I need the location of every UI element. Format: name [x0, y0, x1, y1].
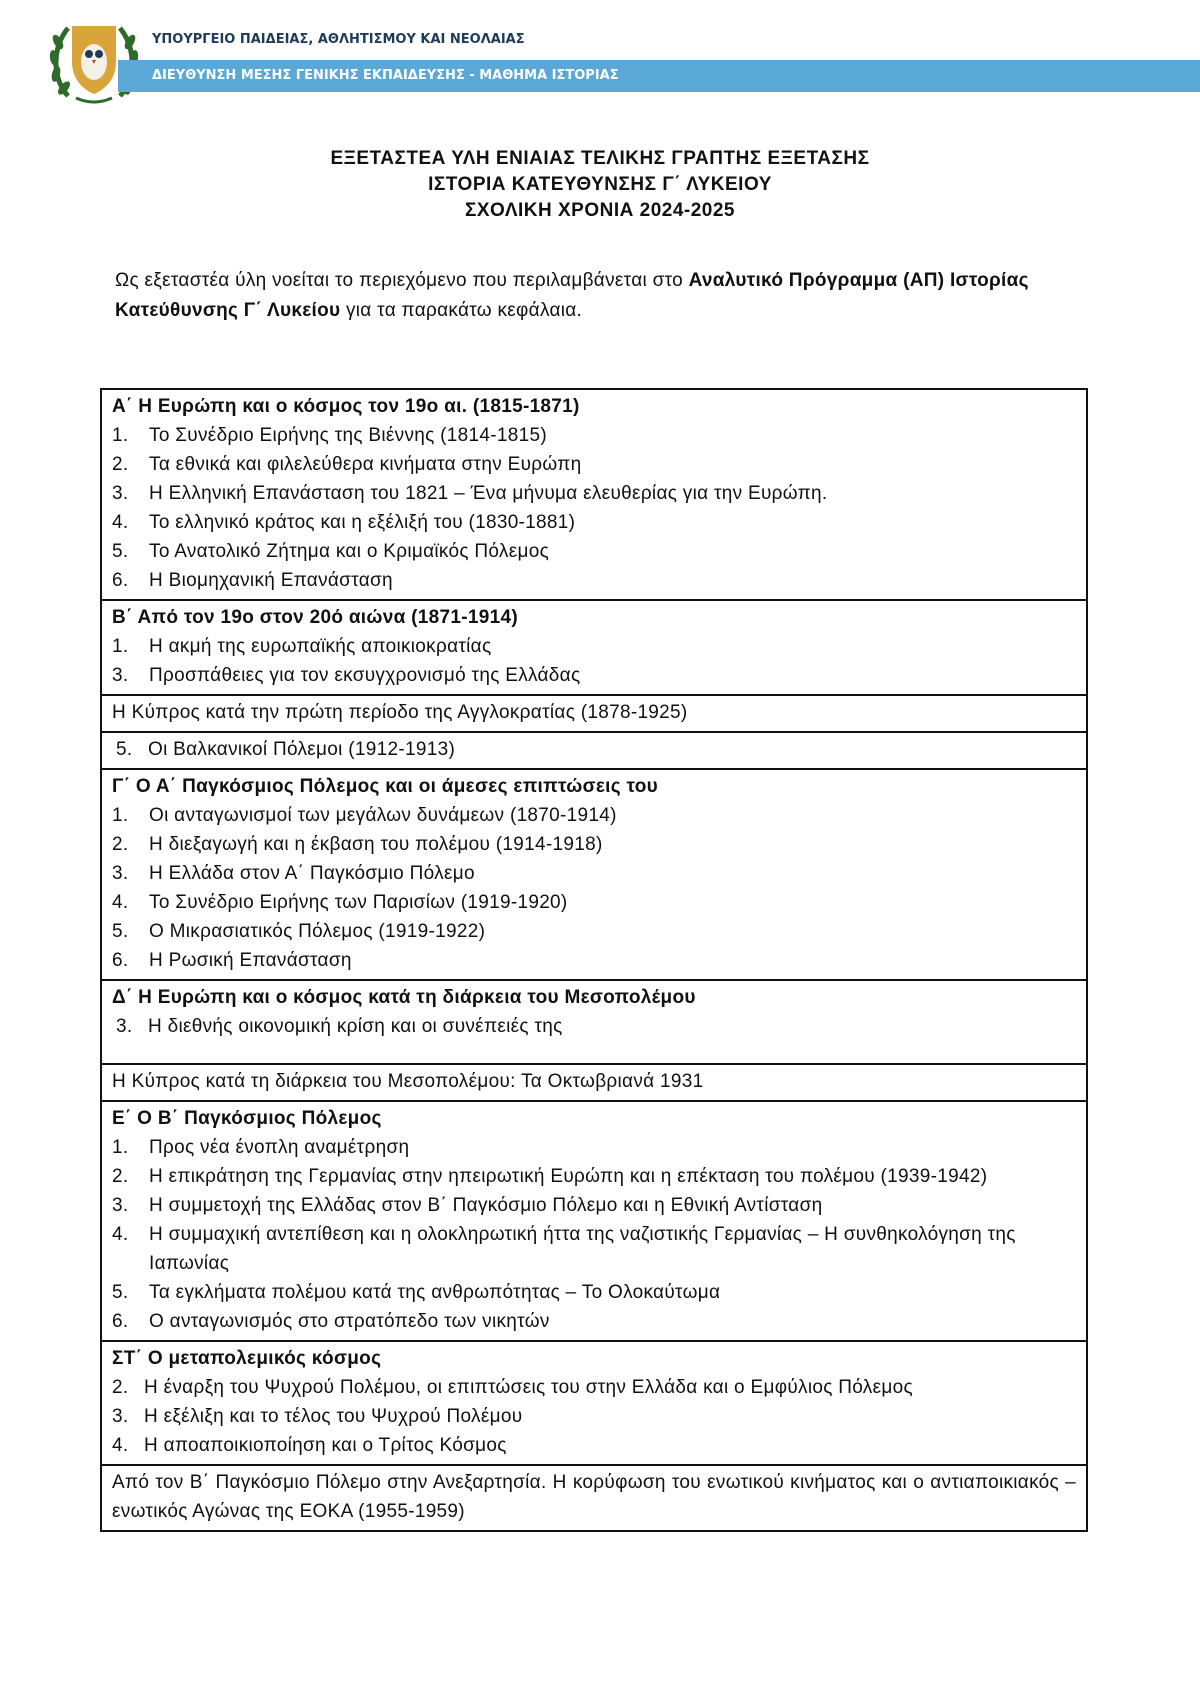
- list-item: 6. Ο ανταγωνισμός στο στρατόπεδο των νικητών: [112, 1311, 550, 1332]
- list-item: 1. Προς νέα ένοπλη αναμέτρηση: [112, 1137, 410, 1158]
- cyprus-row-d: [101, 1064, 1087, 1101]
- list-item: 1. Η ακμή της ευρωπαϊκής αποικιοκρατίας: [112, 636, 492, 657]
- section-title: Β΄ Από τον 19ο στον 20ό αιώνα (1871-1914): [112, 607, 518, 628]
- section-a: [101, 389, 1087, 600]
- balkan-row: [101, 732, 1087, 769]
- list-item: 5. Οι Βαλκανικοί Πόλεμοι (1912-1913): [116, 739, 456, 760]
- list-item: 5. Το Ανατολικό Ζήτημα και ο Κριμαϊκός Πόλεμος: [112, 541, 550, 562]
- intro-paragraph: [115, 266, 1075, 326]
- section-d: [101, 980, 1087, 1064]
- cyprus-topic: Η Κύπρος κατά την πρώτη περίοδο της Αγγλοκρατίας (1878-1925): [101, 695, 1087, 732]
- list-item: 1. Οι ανταγωνισμοί των μεγάλων δυνάμεων (1870-1914): [112, 805, 617, 826]
- section-c: [101, 769, 1087, 980]
- title-line-2: ΙΣΤΟΡΙΑ ΚΑΤΕΥΘΥΝΣΗΣ Γ΄ ΛΥΚΕΙΟΥ: [428, 174, 772, 195]
- list-item: 3. Η συμμετοχή της Ελλάδας στον Β΄ Παγκόσμιο Πόλεμο και η Εθνική Αντίσταση: [112, 1195, 823, 1216]
- cyprus-row-f: [101, 1465, 1087, 1531]
- list-item: 3. Η εξέλιξη και το τέλος του Ψυχρού Πολέμου: [112, 1406, 523, 1427]
- section-e: [101, 1101, 1087, 1341]
- list-item: 4. Η συμμαχική αντεπίθεση και η ολοκληρωτική ήττα της ναζιστικής Γερμανίας – Η συνθηκολόγηση της Ιαπωνίας: [112, 1224, 1016, 1274]
- document-title: [0, 146, 1200, 224]
- list-item: 3. Η Ελληνική Επανάσταση του 1821 – Ένα μήνυμα ελευθερίας για την Ευρώπη.: [112, 483, 828, 504]
- list-item: 5. Τα εγκλήματα πολέμου κατά της ανθρωπότητας – Το Ολοκαύτωμα: [112, 1282, 721, 1303]
- cyprus-topic: Από τον Β΄ Παγκόσμιο Πόλεμο στην Ανεξαρτησία. Η κορύφωση του ενωτικού κινήματος και ο αντιαποικιακός – ενωτικός Αγώνας της ΕΟΚΑ (1955-1959): [101, 1465, 1087, 1531]
- section-b: [101, 600, 1087, 695]
- list-item: 2. Η επικράτηση της Γερμανίας στην ηπειρωτική Ευρώπη και η επέκταση του πολέμου (1939-1942): [112, 1166, 988, 1187]
- title-line-1: ΕΞΕΤΑΣΤΕΑ ΥΛΗ ΕΝΙΑΙΑΣ ΤΕΛΙΚΗΣ ΓΡΑΠΤΗΣ ΕΞΕΤΑΣΗΣ: [330, 148, 870, 169]
- list-item: 3. Η διεθνής οικονομική κρίση και οι συνέπειές της: [116, 1016, 563, 1037]
- list-item: 4. Το Συνέδριο Ειρήνης των Παρισίων (1919-1920): [112, 892, 568, 913]
- section-title: Γ΄ Ο Α΄ Παγκόσμιος Πόλεμος και οι άμεσες επιπτώσεις του: [112, 776, 659, 797]
- list-item: 6. Η Ρωσική Επανάσταση: [112, 950, 352, 971]
- list-item: 5. Ο Μικρασιατικός Πόλεμος (1919-1922): [112, 921, 486, 942]
- cyprus-topic: Η Κύπρος κατά τη διάρκεια του Μεσοπολέμου: Τα Οκτωβριανά 1931: [101, 1064, 1087, 1101]
- list-item: 2. Η διεξαγωγή και η έκβαση του πολέμου (1914-1918): [112, 834, 603, 855]
- section-title: ΣΤ΄ Ο μεταπολεμικός κόσμος: [112, 1348, 382, 1369]
- department-band: [118, 60, 1200, 92]
- list-item: 4. Το ελληνικό κράτος και η εξέλιξή του (1830-1881): [112, 512, 576, 533]
- intro-text-1: Ως εξεταστέα ύλη νοείται το περιεχόμενο που περιλαμβάνεται στο: [115, 270, 689, 291]
- list-item: 6. Η Βιομηχανική Επανάσταση: [112, 570, 393, 591]
- ministry-name: ΥΠΟΥΡΓΕΙΟ ΠΑΙΔΕΙΑΣ, ΑΘΛΗΤΙΣΜΟΥ ΚΑΙ ΝΕΟΛΑΙΑΣ: [152, 32, 525, 47]
- list-item: 4. Η αποαποικιοποίηση και ο Τρίτος Κόσμος: [112, 1435, 507, 1456]
- section-f: [101, 1341, 1087, 1465]
- intro-bold-text: Αναλυτικό Πρόγραμμα (ΑΠ) Ιστορίας Κατεύθυνσης Γ΄ Λυκείου: [115, 270, 1029, 321]
- department-name: ΔΙΕΥΘΥΝΣΗ ΜΕΣΗΣ ΓΕΝΙΚΗΣ ΕΚΠΑΙΔΕΥΣΗΣ - ΜΑΘΗΜΑ ΙΣΤΟΡΙΑΣ: [152, 68, 619, 83]
- list-item: 2. Τα εθνικά και φιλελεύθερα κινήματα στην Ευρώπη: [112, 454, 582, 475]
- list-item: 2. Η έναρξη του Ψυχρού Πολέμου, οι επιπτώσεις του στην Ελλάδα και ο Εμφύλιος Πόλεμος: [112, 1377, 913, 1398]
- syllabus-table: [100, 388, 1088, 1532]
- list-item: 1. Το Συνέδριο Ειρήνης της Βιέννης (1814-1815): [112, 425, 547, 446]
- section-title: Ε΄ Ο Β΄ Παγκόσμιος Πόλεμος: [112, 1108, 382, 1129]
- letterhead: [0, 0, 1200, 120]
- list-item: 3. Η Ελλάδα στον Α΄ Παγκόσμιο Πόλεμο: [112, 863, 475, 884]
- list-item: 3. Προσπάθειες για τον εκσυγχρονισμό της Ελλάδας: [112, 665, 581, 686]
- cyprus-row-b: [101, 695, 1087, 732]
- title-line-3: ΣΧΟΛΙΚΗ ΧΡΟΝΙΑ 2024-2025: [464, 200, 735, 221]
- section-title: Α΄ Η Ευρώπη και ο κόσμος τον 19ο αι. (1815-1871): [112, 396, 580, 417]
- intro-text-2: για τα παρακάτω κεφάλαια.: [340, 300, 583, 321]
- section-title: Δ΄ Η Ευρώπη και ο κόσμος κατά τη διάρκεια του Μεσοπολέμου: [112, 987, 696, 1008]
